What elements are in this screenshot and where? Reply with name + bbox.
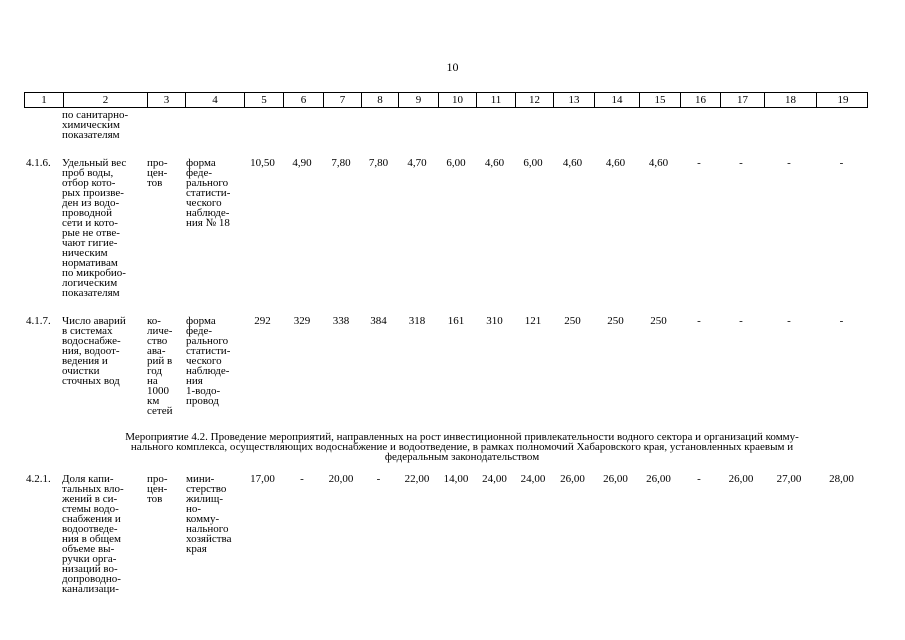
header-col-11: 11 [476,93,515,107]
header-col-7: 7 [323,93,361,107]
row-421-value-col-8: - [376,473,381,485]
header-col-17: 17 [720,93,764,107]
table-header-row [24,92,868,108]
row-417-unit: ко- личе- ство ава- рий в год на 1000 км сетей [147,315,173,417]
row-421-number: 4.2.1. [26,473,51,485]
header-col-12: 12 [515,93,553,107]
row-416-value-col-18: - [787,157,791,169]
header-col-5: 5 [244,93,283,107]
row-421-value-col-6: - [300,473,304,485]
row-421-value-col-16: - [697,473,701,485]
header-col-14: 14 [594,93,639,107]
row-421-value-col-13: 26,00 [560,473,585,485]
row-421-value-col-9: 22,00 [404,473,430,485]
header-col-9: 9 [398,93,438,107]
row-416-value-col-14: 4,60 [605,157,626,169]
row-421-value-col-15: 26,00 [646,473,671,485]
row-416-value-col-16: - [697,157,701,169]
header-col-15: 15 [639,93,680,107]
row-417-name: Число аварий в системах водоснабже- ния, водоот- ведения и очистки сточных вод [62,315,126,387]
row-417-value-col-13: 250 [564,315,581,327]
row-416-number: 4.1.6. [26,157,51,169]
row-416-value-col-5: 10,50 [250,157,275,169]
row-417-value-col-8: 384 [370,315,387,327]
header-col-16: 16 [680,93,720,107]
row-421-unit: про- цен- тов [147,473,168,505]
header-col-13: 13 [553,93,594,107]
row-416-value-col-12: 6,00 [523,157,543,169]
row-417-number: 4.1.7. [26,315,51,327]
row-417-value-col-19: - [839,315,844,327]
row-417-value-col-5: 292 [254,315,271,327]
row-417-value-col-10: 161 [447,315,465,327]
header-col-6: 6 [283,93,323,107]
row-416-source: форма феде- рального статисти- ческого наблюде- ния № 18 [186,157,231,229]
header-col-8: 8 [361,93,398,107]
header-col-18: 18 [764,93,816,107]
row-416-value-col-17: - [739,157,743,169]
row-421-value-col-18: 27,00 [776,473,802,485]
row-417-value-col-15: 250 [650,315,667,327]
row-421-name: Доля капи- тальных вло- жений в си- стемы водо- снабжения и водоотведе- ния в общем объеме вы- ручки орга- низаций во- допроводно- канализаци- [62,473,124,595]
row-421-value-col-7: 20,00 [328,473,354,485]
row-416-value-col-10: 6,00 [446,157,466,169]
row-417-value-col-17: - [739,315,743,327]
row-421-value-col-10: 14,00 [443,473,469,485]
row-416-value-col-13: 4,60 [562,157,583,169]
row-417-value-col-6: 329 [293,315,311,327]
row-417-value-col-11: 310 [486,315,503,327]
header-col-1: 1 [41,94,47,106]
row-417-value-col-9: 318 [408,315,426,327]
row-416-value-col-11: 4,60 [484,157,505,169]
row-416-value-col-19: - [839,157,844,169]
row-416-value-col-9: 4,70 [407,157,427,169]
row-421-value-col-14: 26,00 [603,473,628,485]
header-col-19: 19 [816,93,869,107]
row-416-name: Удельный вес проб воды, отбор кото- рых произве- ден из водо- проводной сети и кото- рые не отве- чают гигие- ническим нормативам по микробио- логическим показателям [62,157,127,299]
header-col-10: 10 [438,93,476,107]
row-416-value-col-6: 4,90 [292,157,312,169]
page-number: 10 [446,60,459,74]
row-417-value-col-12: 121 [524,315,542,327]
row-416-value-col-7: 7,80 [331,157,351,169]
row-421-value-col-17: 26,00 [728,473,754,485]
row-continued-name: по санитарно- химическим показателям [62,109,129,141]
row-416-unit: про- цен- тов [147,157,168,189]
row-421-source: мини- стерство жилищ- но- комму- нального хозяйства края [186,473,232,555]
measure-4-2-heading: Мероприятие 4.2. Проведение мероприятий, направленных на рост инвестиционной привлекательности водного сектора и организаций комму- нального комплекса, осуществляющих водоснабжение и водоотведение, в рамках полномочий Хабаровского края, установленных краевым и федеральным законодательством [125,431,799,463]
row-417-value-col-14: 250 [607,315,624,327]
header-col-3: 3 [147,93,185,107]
row-421-value-col-19: 28,00 [829,473,854,485]
row-416-value-col-8: 7,80 [368,157,389,169]
row-421-value-col-12: 24,00 [520,473,546,485]
row-417-value-col-18: - [787,315,791,327]
header-col-4: 4 [185,93,244,107]
row-421-value-col-5: 17,00 [250,473,275,485]
row-417-value-col-16: - [697,315,701,327]
row-421-value-col-11: 24,00 [482,473,507,485]
row-416-value-col-15: 4,60 [648,157,669,169]
header-col-2: 2 [63,93,147,107]
row-417-source: форма феде- рального статисти- ческого наблюде- ния 1-водо- провод [186,315,231,407]
row-417-value-col-7: 338 [332,315,350,327]
